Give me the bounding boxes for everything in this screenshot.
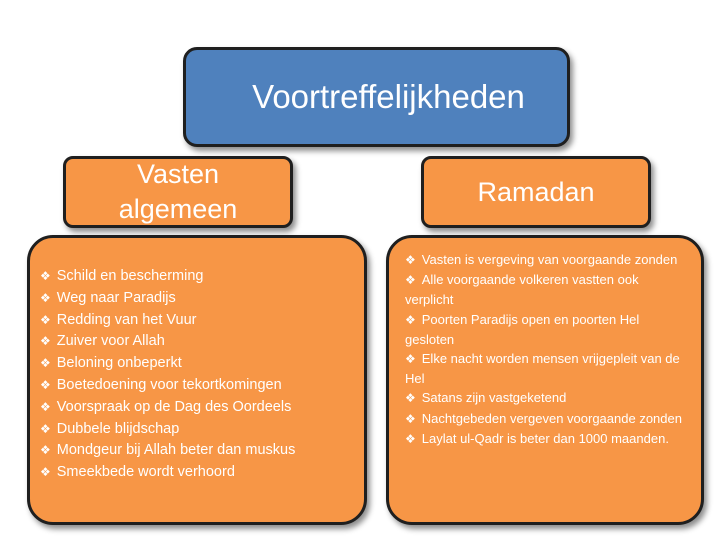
diamond-bullet-icon: ❖ (40, 356, 51, 371)
list-item: ❖ Weg naar Paradijs (40, 289, 176, 306)
list-item: ❖ Elke nacht worden mensen vrijgepleit van de Hel (405, 351, 680, 387)
diamond-bullet-icon: ❖ (40, 312, 51, 327)
diamond-bullet-icon: ❖ (405, 352, 416, 367)
list-item: ❖ Dubbele blijdschap (40, 420, 180, 437)
list-item: ❖ Laylat ul-Qadr is beter dan 1000 maanden. (405, 430, 669, 446)
diamond-bullet-icon: ❖ (40, 334, 51, 349)
list-item: ❖ Redding van het Vuur (40, 311, 197, 328)
list-item: ❖ Zuiver voor Allah (40, 333, 165, 350)
diamond-bullet-icon: ❖ (40, 421, 51, 436)
list-item: ❖ Beloning onbeperkt (40, 355, 182, 372)
diamond-bullet-icon: ❖ (405, 391, 416, 406)
left-list-box (27, 235, 367, 525)
diamond-bullet-icon: ❖ (40, 290, 51, 305)
right-heading-box (421, 156, 651, 228)
right-heading: Ramadan (477, 176, 595, 207)
diamond-bullet-icon: ❖ (40, 269, 51, 283)
diamond-bullet-icon: ❖ (405, 273, 416, 288)
list-item: ❖ Mondgeur bij Allah beter dan muskus (40, 442, 296, 459)
left-heading: Vasten algemeen (118, 159, 238, 224)
list-item: ❖ Voorspraak op de Dag des Oordeels (40, 398, 292, 415)
list-item: ❖ Satans zijn vastgeketend (405, 390, 567, 406)
diamond-bullet-icon: ❖ (405, 312, 416, 327)
left-heading-box (63, 156, 293, 228)
list-item: ❖ Smeekbede wordt verhoord (40, 464, 235, 481)
list-item: ❖ Poorten Paradijs open en poorten Hel gesloten (405, 311, 640, 347)
diamond-bullet-icon: ❖ (405, 431, 416, 446)
right-list (405, 250, 687, 449)
right-list-box (386, 235, 704, 525)
list-item: ❖ Schild en bescherming (40, 268, 204, 284)
list-item: ❖ Nachtgebeden vergeven voorgaande zonden (405, 410, 682, 426)
list-item: ❖ Boetedoening voor tekortkomingen (40, 376, 282, 393)
left-list (40, 266, 356, 484)
diamond-bullet-icon: ❖ (40, 377, 51, 392)
diamond-bullet-icon: ❖ (40, 465, 51, 480)
list-item: ❖ Alle voorgaande volkeren vastten ook verplicht (405, 272, 639, 308)
diagram-title: Voortreffelijkheden (252, 78, 525, 115)
title-box (183, 47, 570, 147)
diamond-bullet-icon: ❖ (40, 443, 51, 458)
diamond-bullet-icon: ❖ (405, 253, 416, 267)
diamond-bullet-icon: ❖ (40, 399, 51, 414)
list-item: ❖ Vasten is vergeving van voorgaande zonden (405, 252, 678, 267)
diamond-bullet-icon: ❖ (405, 411, 416, 426)
